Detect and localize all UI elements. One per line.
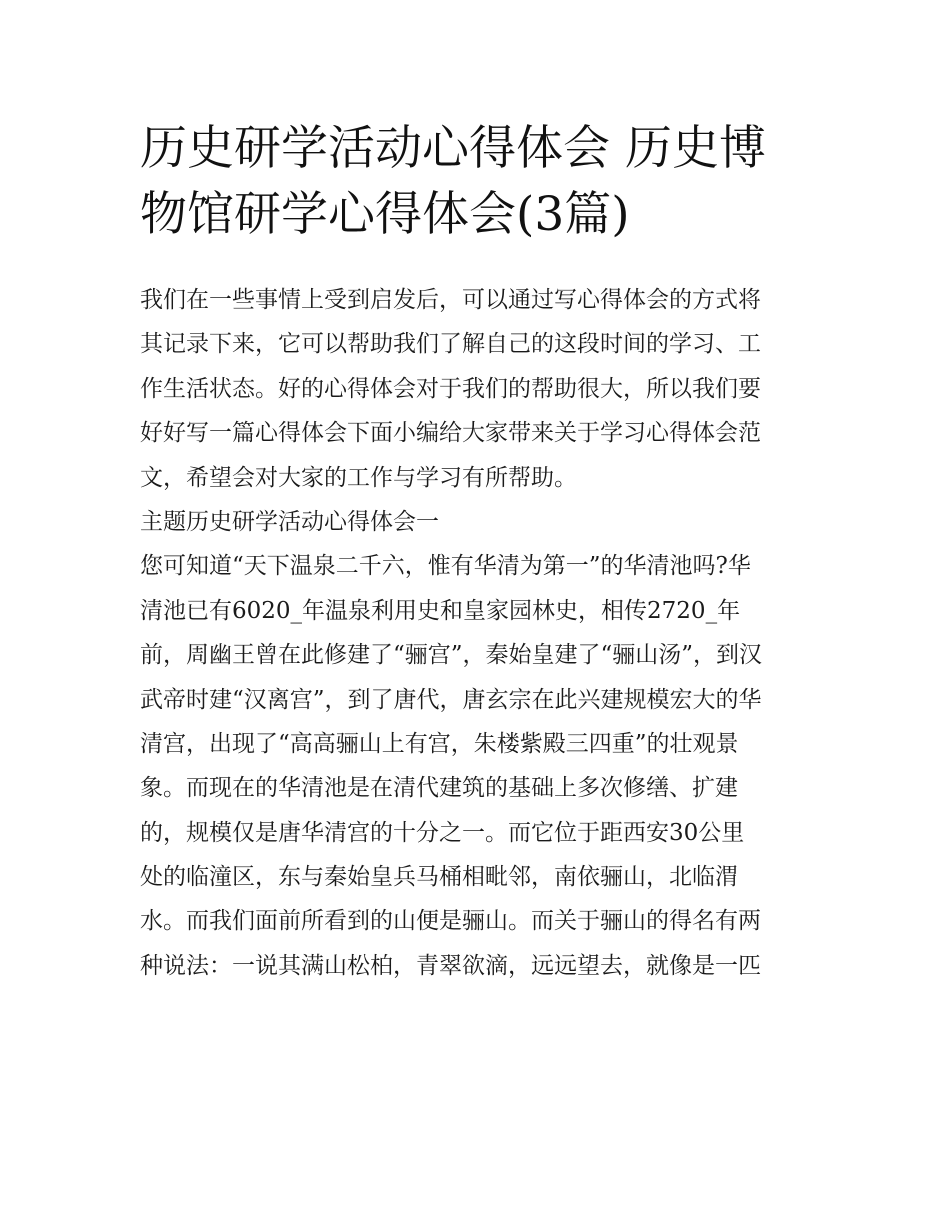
body-line: 水。而我们面前所看到的山便是骊山。而关于骊山的得名有两 — [140, 908, 761, 935]
body-line: 种说法：一说其满山松柏，青翠欲滴，远远望去，就像是一匹 — [140, 952, 761, 979]
section-heading: 主题历史研学活动心得体会一 — [140, 508, 439, 535]
body-line: 清池已有6020_年温泉利用史和皇家园林史，相传2720_年 — [140, 597, 741, 624]
body-line: 文，希望会对大家的工作与学习有所帮助。 — [140, 464, 577, 491]
body-line: 您可知道“天下温泉二千六，惟有华清为第一”的华清池吗?华 — [140, 553, 751, 580]
body-line: 其记录下来，它可以帮助我们了解自己的这段时间的学习、工 — [140, 331, 761, 358]
document-body — [140, 278, 830, 988]
body-line: 前，周幽王曾在此修建了“骊宫”，秦始皇建了“骊山汤”，到汉 — [140, 642, 763, 669]
body-line: 我们在一些事情上受到启发后，可以通过写心得体会的方式将 — [140, 287, 761, 313]
body-line: 武帝时建“汉离宫”，到了唐代，唐玄宗在此兴建规模宏大的华 — [140, 686, 762, 713]
body-line: 作生活状态。好的心得体会对于我们的帮助很大，所以我们要 — [140, 375, 761, 402]
title-line-1: 历史研学活动心得体会 历史博 — [140, 121, 766, 176]
document-title — [140, 116, 830, 248]
body-line: 好好写一篇心得体会下面小编给大家带来关于学习心得体会范 — [140, 420, 761, 447]
body-line: 清宫，出现了“高高骊山上有宫，朱楼紫殿三四重”的壮观景 — [140, 730, 739, 757]
body-line: 象。而现在的华清池是在清代建筑的基础上多次修缮、扩建 — [140, 775, 738, 802]
title-line-2: 物馆研学心得体会(3篇) — [140, 187, 630, 242]
body-line: 的，规模仅是唐华清宫的十分之一。而它位于距西安30公里 — [140, 819, 745, 846]
body-line: 处的临潼区，东与秦始皇兵马桶相毗邻，南依骊山，北临渭 — [140, 864, 738, 891]
